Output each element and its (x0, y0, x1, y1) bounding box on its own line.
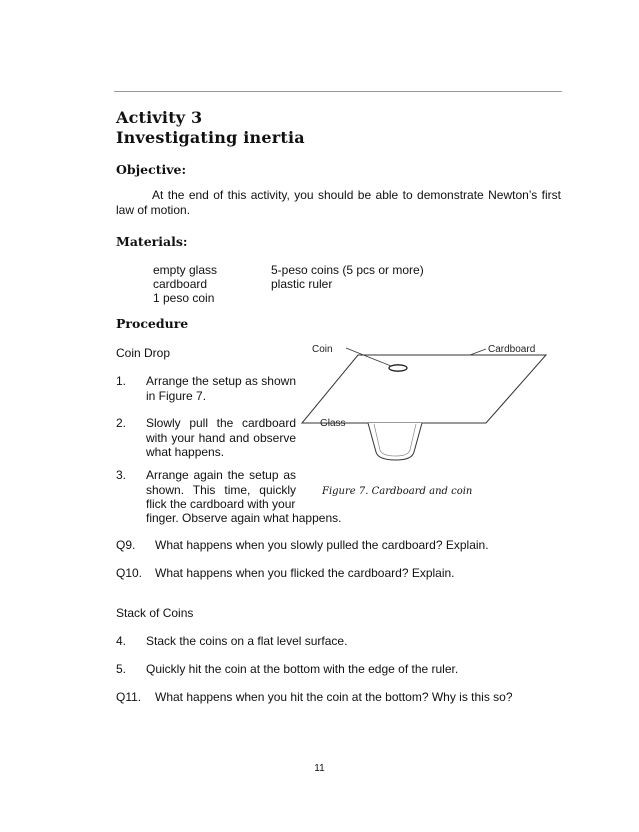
question-number: Q9. (116, 538, 136, 552)
cardboard-label: Cardboard (488, 344, 536, 355)
question-text: What happens when you slowly pulled the cardboard? Explain. (155, 538, 489, 552)
step-text: Arrange again the setup as shown. This time, quickly flick the cardboard with your (146, 468, 296, 511)
question-text: What happens when you flicked the cardboard? Explain. (155, 566, 455, 580)
question-text: What happens when you hit the coin at the bottom? Why is this so? (155, 690, 513, 704)
step-text: Arrange the setup as shown in Figure 7. (146, 374, 296, 403)
material-item: empty glass (153, 263, 218, 277)
objective-text: At the end of this activity, you should be able to demonstrate Newton’s first law of motion. (116, 188, 561, 217)
stack-subheading: Stack of Coins (116, 606, 194, 620)
step-text-continuation: finger. Observe again what happens. (146, 511, 342, 525)
activity-number: Activity 3 (116, 108, 203, 127)
step-text: Quickly hit the coin at the bottom with the edge of the ruler. (146, 662, 459, 676)
step-number: 2. (116, 416, 127, 430)
step-text: Stack the coins on a flat level surface. (146, 634, 348, 648)
step-text: Slowly pull the cardboard with your hand and observe what happens. (146, 416, 296, 459)
step-number: 1. (116, 374, 127, 388)
materials-list-right (271, 263, 424, 291)
page-number: 11 (314, 763, 325, 774)
question-number: Q10. (116, 566, 143, 580)
materials-heading: Materials: (116, 234, 188, 249)
question-number: Q11. (116, 690, 142, 704)
glass-label: Glass (320, 418, 346, 429)
step-number: 3. (116, 468, 127, 482)
material-item: 5-peso coins (5 pcs or more) (271, 263, 424, 277)
coin-label: Coin (312, 344, 333, 355)
cardboard-leader-line (470, 349, 486, 355)
material-item: cardboard (153, 277, 208, 291)
materials-list-left (153, 263, 217, 305)
objective-heading: Objective: (116, 162, 187, 177)
step-number: 4. (116, 634, 127, 648)
cardboard-shape (302, 355, 546, 423)
procedure-heading: Procedure (116, 316, 189, 331)
activity-title: Investigating inertia (116, 128, 305, 147)
material-item: plastic ruler (271, 277, 333, 291)
figure-caption: Figure 7. Cardboard and coin (322, 486, 473, 497)
figure-cardboard-coin (300, 338, 550, 498)
step-number: 5. (116, 662, 127, 676)
glass-shape (368, 423, 422, 460)
coin-shape (389, 365, 407, 371)
material-item: 1 peso coin (153, 291, 215, 305)
header-rule (114, 91, 562, 92)
coin-drop-subheading: Coin Drop (116, 346, 171, 360)
